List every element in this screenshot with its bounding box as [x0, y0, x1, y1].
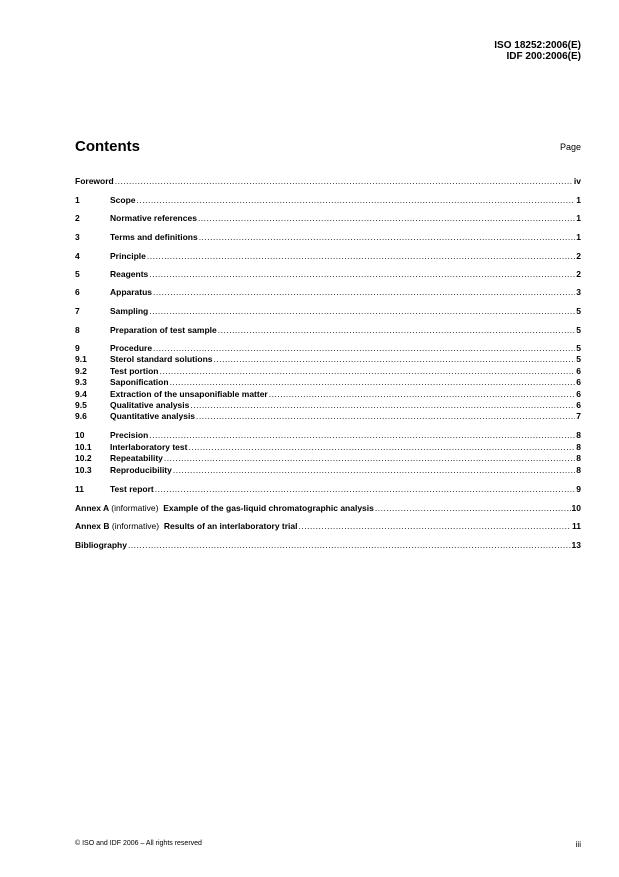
- toc-entry-1[interactable]: [75, 195, 581, 206]
- toc-entry-label: Extraction of the unsaponifiable matter: [110, 389, 268, 399]
- toc-entry-page: 5: [576, 306, 581, 316]
- toc-entry-page: 13: [571, 540, 581, 550]
- toc-entry-page: 7: [576, 411, 581, 421]
- toc-entry-page: 9: [576, 484, 581, 494]
- toc-entry-9-5[interactable]: [75, 400, 581, 411]
- toc-entry-number: 11: [75, 484, 84, 494]
- toc-entry-label: Terms and definitions: [110, 232, 198, 242]
- toc-entry-annex-b[interactable]: [75, 521, 581, 532]
- toc-entry-label: Test report: [110, 484, 154, 494]
- annex-title: Results of an interlaboratory trial: [163, 521, 298, 531]
- annex-note: (informative): [111, 521, 160, 531]
- toc-entry-number: 1: [75, 195, 80, 205]
- toc-entry-label: Precision: [110, 430, 149, 440]
- toc-entry-number: 9.6: [75, 411, 87, 421]
- toc-entry-page: 6: [576, 389, 581, 399]
- toc-entry-3[interactable]: [75, 232, 581, 243]
- toc-entry-label: Test portion: [110, 366, 159, 376]
- toc-entry-number: 9.3: [75, 377, 87, 387]
- toc-entry-9-4[interactable]: [75, 389, 581, 400]
- toc-entry-page: 6: [576, 377, 581, 387]
- annex-prefix: Annex A: [75, 503, 109, 513]
- toc-entry-number: 10.2: [75, 453, 92, 463]
- toc-entry-label: Procedure: [110, 343, 153, 353]
- standard-number-iso: ISO 18252:2006(E): [494, 40, 581, 51]
- toc-entry-page: 6: [576, 400, 581, 410]
- toc-entry-page: 3: [576, 287, 581, 297]
- toc-entry-number: 6: [75, 287, 80, 297]
- toc-entry-label: Saponification: [110, 377, 169, 387]
- toc-entry-label: Qualitative analysis: [110, 400, 190, 410]
- toc-entry-label: Interlaboratory test: [110, 442, 188, 452]
- page-number: iii: [575, 840, 581, 849]
- toc-entry-label: Principle: [110, 251, 146, 261]
- toc-entry-page: 8: [576, 453, 581, 463]
- toc-entry-number: 3: [75, 232, 80, 242]
- toc-entry-10-2[interactable]: [75, 453, 581, 464]
- toc-entry-page: 2: [576, 251, 581, 261]
- toc-entry-foreword[interactable]: [75, 176, 581, 187]
- toc-entry-9-2[interactable]: [75, 366, 581, 377]
- toc-entry-page: 1: [576, 195, 581, 205]
- annex-prefix: Annex B: [75, 521, 110, 531]
- toc-entry-label: [75, 521, 298, 532]
- toc-entry-9[interactable]: [75, 343, 581, 354]
- toc-entry-label: Reagents: [110, 269, 149, 279]
- toc-entry-label: Preparation of test sample: [110, 325, 217, 335]
- toc-entry-label: Scope: [110, 195, 136, 205]
- toc-entry-page: 5: [576, 343, 581, 353]
- toc-entry-number: 9.2: [75, 366, 87, 376]
- page-title: Contents: [75, 138, 140, 155]
- annex-note: (informative): [111, 503, 159, 513]
- toc-entry-10[interactable]: [75, 430, 581, 441]
- toc-entry-number: 9.5: [75, 400, 87, 410]
- toc-entry-10-3[interactable]: [75, 465, 581, 476]
- toc-entry-page: iv: [573, 176, 581, 186]
- toc-entry-page: 2: [576, 269, 581, 279]
- toc-entry-label: Foreword: [75, 176, 114, 186]
- toc-entry-page: 8: [576, 430, 581, 440]
- toc-entry-label: Apparatus: [110, 287, 153, 297]
- toc-entry-11[interactable]: [75, 484, 581, 495]
- toc-entry-9-1[interactable]: [75, 354, 581, 365]
- toc-entry-number: 9.1: [75, 354, 87, 364]
- toc-entry-label: Normative references: [110, 213, 197, 223]
- document-header: [494, 40, 581, 62]
- toc-entry-9-3[interactable]: [75, 377, 581, 388]
- copyright-notice: © ISO and IDF 2006 – All rights reserved: [75, 840, 202, 847]
- toc-entry-label: Bibliography: [75, 540, 127, 550]
- toc-entry-page: 11: [572, 521, 581, 531]
- standard-number-idf: IDF 200:2006(E): [506, 51, 581, 62]
- toc-entry-number: 2: [75, 213, 80, 223]
- annex-title: Example of the gas-liquid chromatographic analysis: [163, 503, 374, 513]
- toc-entry-page: 5: [576, 325, 581, 335]
- toc-entry-number: 9: [75, 343, 80, 353]
- toc-entry-number: 8: [75, 325, 80, 335]
- toc-entry-number: 10.3: [75, 465, 92, 475]
- toc-entry-page: 8: [576, 442, 581, 452]
- toc-entry-page: 6: [576, 366, 581, 376]
- toc-entry-number: 10: [75, 430, 85, 440]
- toc-entry-8[interactable]: [75, 325, 581, 336]
- toc-entry-number: 5: [75, 269, 80, 279]
- toc-entry-page: 8: [576, 465, 581, 475]
- toc-entry-label: [75, 503, 374, 514]
- toc-entry-page: 1: [576, 232, 581, 242]
- toc-entry-6[interactable]: [75, 287, 581, 298]
- toc-entry-page: 5: [576, 354, 581, 364]
- toc-entry-7[interactable]: [75, 306, 581, 317]
- toc-entry-label: Sterol standard solutions: [110, 354, 213, 364]
- toc-entry-label: Reproducibility: [110, 465, 172, 475]
- toc-entry-number: 9.4: [75, 389, 87, 399]
- toc-entry-9-6[interactable]: [75, 411, 581, 422]
- toc-entry-label: Repeatability: [110, 453, 163, 463]
- toc-entry-10-1[interactable]: [75, 442, 581, 453]
- toc-entry-4[interactable]: [75, 251, 581, 262]
- toc-entry-number: 4: [75, 251, 80, 261]
- page-footer: [75, 840, 581, 849]
- toc-entry-label: Quantitative analysis: [110, 411, 196, 421]
- toc-entry-5[interactable]: [75, 269, 581, 280]
- toc-entry-number: 10.1: [75, 442, 92, 452]
- toc-entry-page: 1: [576, 213, 581, 223]
- toc-entry-page: 10: [571, 503, 581, 513]
- toc-entry-bibliography[interactable]: [75, 540, 581, 551]
- toc-entry-label: Sampling: [110, 306, 149, 316]
- toc-entry-2[interactable]: [75, 213, 581, 224]
- toc-entry-annex-a[interactable]: [75, 503, 581, 514]
- page-column-label: Page: [559, 142, 581, 152]
- toc-entry-number: 7: [75, 306, 80, 316]
